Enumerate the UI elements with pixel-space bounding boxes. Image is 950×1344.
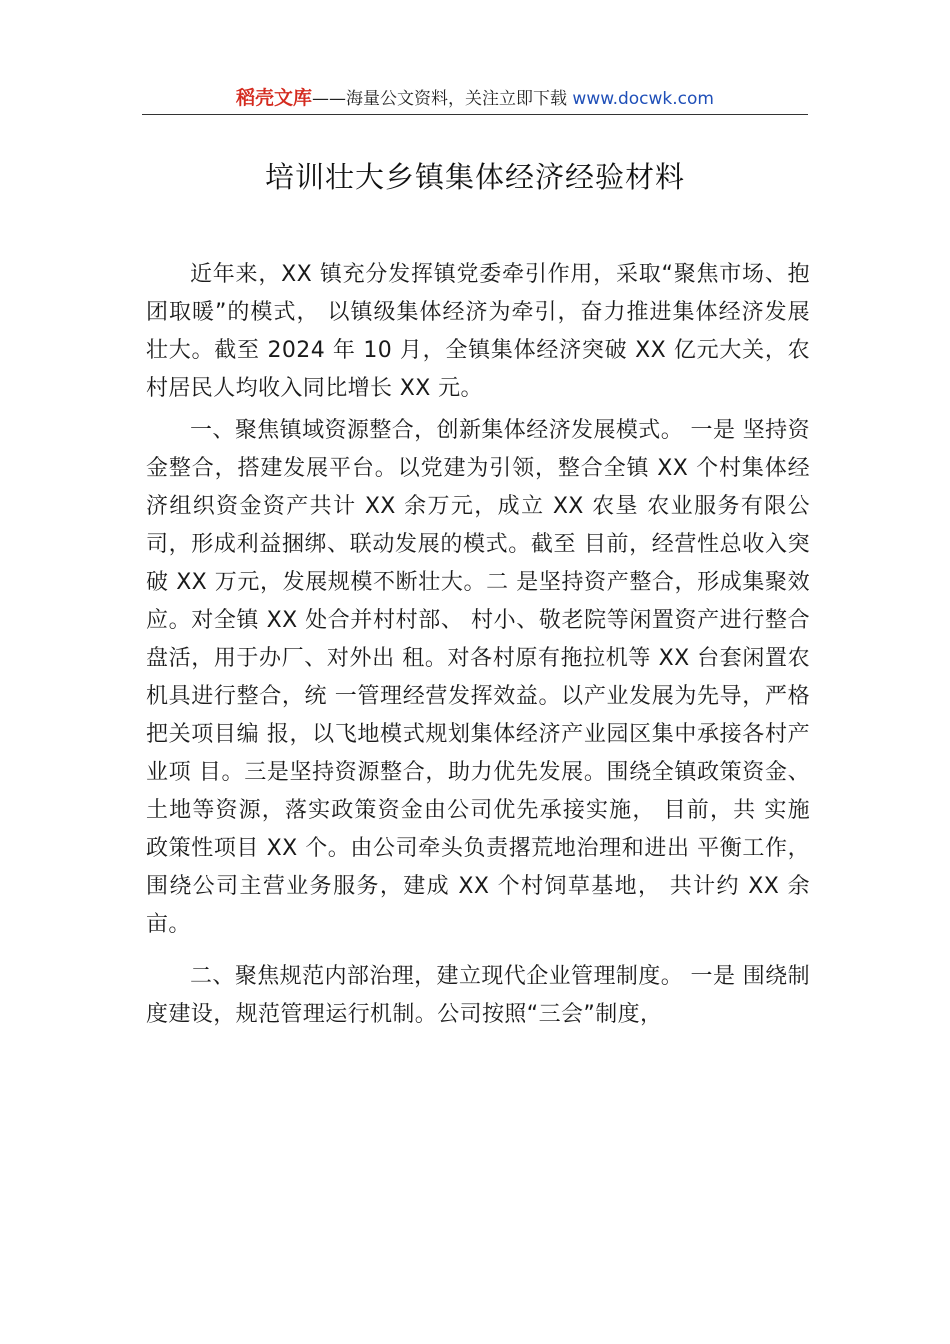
page-header <box>142 84 808 112</box>
brand-name: 稻壳文库 <box>236 87 313 109</box>
document-title: 培训壮大乡镇集体经济经验材料 <box>264 160 685 194</box>
paragraph-section-two: 二、聚焦规范内部治理，建立现代企业管理制度。 一是 围绕制度建设，规范管理运行机制。公司按照“三会”制度， <box>146 964 810 1027</box>
header-tagline: ——海量公文资料，关注立即下载 <box>312 89 568 109</box>
site-link[interactable]: www.docwk.com <box>572 89 714 109</box>
header-divider <box>142 114 808 115</box>
document-body <box>146 256 810 1034</box>
paragraph-intro: 近年来，XX 镇充分发挥镇党委牵引作用，采取“聚焦市场、抱团取暖”的模式， 以镇级集体经济为牵引，奋力推进集体经济发展壮大。截至 2024 年 10 月，全镇集体经济突破 XX 亿元大关，农村居民人均收入同比增长 XX 元。 <box>146 262 810 401</box>
paragraph-section-one: 一、聚焦镇域资源整合，创新集体经济发展模式。 一是 坚持资金整合，搭建发展平台。以党建为引领，整合全镇 XX 个村集体经济组织资金资产共计 XX 余万元，成立 XX 农垦 农业服务有限公司，形成利益捆绑、联动发展的模式。截至 目前，经营性总收入突破 XX 万元，发展规模不断壮大。二 是坚持资产整合，形成集聚效应。对全镇 XX 处合并村村部、 村小、敬老院等闲置资产进行整合盘活，用于办厂、对外出 租。对各村原有拖拉机等 XX 台套闲置农机具进行整合，统 一管理经营发挥效益。以产业发展为先导，严格把关项目编 报，以飞地模式规划集体经济产业园区集中承接各村产业项 目。三是坚持资源整合，助力优先发展。围绕全镇政策资金、 土地等资源，落实政策资金由公司优先承接实施， 目前，共 实施政策性项目 XX 个。由公司牵头负责撂荒地治理和进出 平衡工作，围绕公司主营业务服务，建成 XX 个村饲草基地， 共计约 XX 余亩。 <box>146 418 810 937</box>
